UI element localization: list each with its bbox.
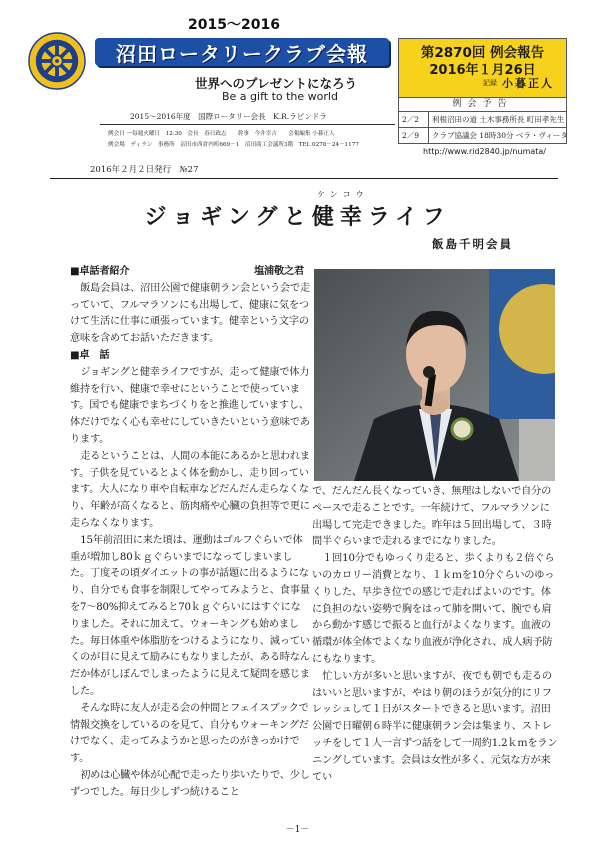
header-divider — [100, 124, 395, 125]
body-paragraph: 忙しい方が多いと思いますが、夜でも朝でも走るのはいいと思いますが、やはり朝のほうが気分的にリフレッシュして１日がスタートできると思います。沼田公園で日曜朝６時半に健康朝ラン会は集まり、ストレッチをして１人一言ずつ話をして一周約1.2ｋｍをランニングしています。会員は女性が多く、元気な方が来てい — [312, 670, 558, 783]
meeting-number: 第2870回 例会報告 — [420, 45, 545, 61]
schedule-row — [399, 112, 566, 128]
theme-line: 2015～2016年度 国際ロータリー会長 K.R.ラビンドラ — [130, 112, 327, 121]
schedule-date: 2／2 — [399, 112, 429, 127]
speaker-photo — [314, 269, 555, 481]
club-info-line-2: 例会場 ディラン 事務所 沼田市西倉内町669－1 沼田商工会議所3階 TEL 0278－24－1177 — [108, 142, 359, 148]
talk-heading: ■卓 話 — [70, 349, 110, 361]
recorder-name: 小暮正人 — [502, 77, 554, 90]
recorder-label: 記録 — [483, 79, 497, 87]
meeting-report-box — [398, 38, 567, 98]
body-paragraph: で、だんだん長くなっていき、無理はしないで自分のペースで走ることです。一年続けて、フルマラソンに出場して完走できました。昨年は５回出場して、３時間半ぐらいまで走れるまでになりました。 — [312, 486, 552, 548]
intro-heading-row — [70, 264, 310, 281]
intro-paragraph: 飯島会員は、沼田公園で健康朝ラン会という会で走っていて、フルマラソンにも出場して、健康に気をつけて生活に仕事に頑張っています。健幸という文字の意味を含めてお話いただきます。 — [70, 282, 310, 345]
article-title: ジョギングと健幸ライフ — [144, 205, 451, 230]
title-ruby: ケンコウ — [317, 190, 369, 199]
body-paragraph: １回10分でもゆっくり走ると、歩くよりも２倍ぐらいのカロリー消費となり、１ｋｍを10分ぐらいのゆっくりした、早歩き位での感じで走ればよいのです。体に負担のない姿勢で胸をはって肺を開いて、腕でも肩から動かす感じで振ると血行がよくなります。血液の循環が体全体でよくなり血液が浄化され、成人病予防にもなります。 — [312, 553, 555, 665]
schedule-text: 利根沼田の道 土木事務所長 町田孝先生 — [432, 115, 565, 124]
slogan-japanese: 世界へのプレゼントになろう — [195, 76, 358, 91]
left-column — [70, 264, 310, 802]
issue-line: 2016年２月２日発行 №27 — [90, 165, 199, 175]
schedule-row — [399, 128, 566, 143]
body-paragraph: 初めは心臓や体が心配で走ったり歩いたりで、少しずつでした。毎日少しずつ続けること — [70, 769, 310, 798]
right-column — [312, 484, 558, 786]
speaker-name: 飯島千明会員 — [432, 237, 513, 251]
slogan-english: Be a gift to the world — [222, 90, 338, 103]
body-paragraph: 走るということは、人間の本能にあるかと思われます。子供を見ているとよく体を動かし、走り回っています。大人になり車や自転車などだんだん走らなくなり、年齢が高くなると、筋肉痛や心臓の負担等で更に走らなくなります。 — [70, 450, 310, 529]
club-website-link[interactable]: http://www.rid2840.jp/numata/ — [423, 147, 547, 156]
body-paragraph: ジョギングと健幸ライフですが、走って健康で体力維持を行い、健康で幸せにということで使っています。国でも健康でまちづくりをと推進していますし、体だけでなく心も幸せにしていきたいという意味であります。 — [70, 366, 310, 445]
body-paragraph: そんな時に友人が走る会の仲間とフェイスブックで情報交換をしているのを見て、自分もウォーキングだけでなく、走ってみようかと思ったのがきっかけです。 — [70, 702, 309, 765]
meeting-schedule — [398, 97, 567, 144]
body-paragraph: 15年前沼田に来た頃は、運動はゴルフぐらいで体重が増加し80ｋｇぐらいまでになってしまいました。丁度その頃ダイエットの事が話題に出るようになり、自分でも食事を制限してやってみようと、食事量を7～80%抑えてみると70ｋｇぐらいにはすぐになりました。それに加えて、ウォーキングも始めました。毎日体重や体脂肪をつけるようになり、減っていくのが目に見えて励みにもなりましたが、ある時なんだか体がしぼんでしまったように見えて疑問を感じました。 — [70, 534, 310, 697]
intro-heading: ■卓話者紹介 — [70, 266, 130, 277]
issue-divider — [50, 178, 558, 179]
fiscal-years: 2015～2016 — [188, 17, 280, 33]
club-name: 沼田ロータリークラブ会報 — [116, 41, 368, 66]
intro-by: 塩浦敬之君 — [254, 266, 304, 277]
page-number: －1－ — [285, 825, 310, 835]
rotary-logo-icon — [28, 32, 86, 90]
club-info-line-1: 例会日 一毎週火曜日 12:30 会長 春日政志 幹事 今井幸吉 会報編集 小暮正人 — [108, 131, 335, 137]
schedule-title: 例会予告 — [399, 98, 566, 112]
schedule-date: 2／9 — [399, 128, 429, 143]
meeting-date: 2016年１月26日 — [429, 63, 536, 78]
club-name-banner — [95, 38, 389, 66]
schedule-text: クラブ協議会 18時30分 ベラ・ヴィータ — [432, 131, 568, 140]
